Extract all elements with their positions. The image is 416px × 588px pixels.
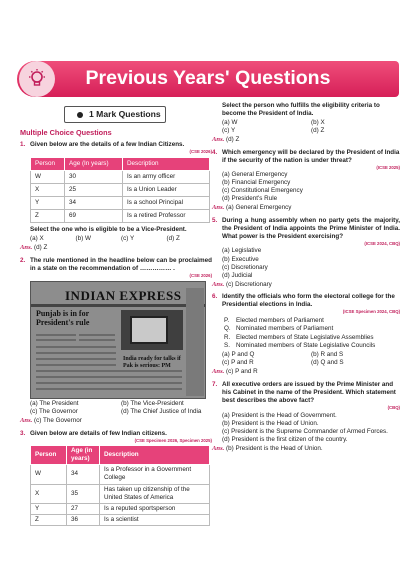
text-line [36,382,182,384]
text-line [79,334,115,336]
question-text: Given below are the details of a few Indian Citizens. [30,141,185,149]
question-text: All executive orders are issued by the Prime Minister and his Cabinet in the name of the President. Which statement best describes the above fact? [222,380,396,405]
question-source: (ICSE 2025) [376,164,400,170]
option: (d) Q and S [311,359,344,367]
newspaper-subhead: India ready for talks if Pak is serious: PM [123,356,181,369]
question-statement: Select the person who fulfills the eligibility criteria to become the President of India. [222,102,380,118]
answer-label: Ans. [212,204,225,212]
question-number: 3. [20,429,26,437]
table-row [31,210,210,223]
option: (c) Discretionary [222,263,268,271]
table-cell: 34 [65,197,123,210]
newspaper-image [30,281,206,399]
table-row [31,514,210,525]
item-text: Nominated members of State Legislative Councils [236,342,376,350]
question-text-main: The rule mentioned in the headline below can be proclaimed in a state on the recommendation of [30,256,212,272]
answer-value: (c) Discretionary [226,280,272,288]
table-cell: Y [31,503,67,514]
option: (d) The Chief Justice of India [121,408,202,416]
options [30,400,212,416]
question-source: (CSE 2026) [189,149,212,155]
question-source: (ICSE 2024, CBQ) [364,240,400,246]
item-letter: S. [224,342,230,350]
table-cell: Is an army officer [123,170,210,183]
answer-value: (c) P and R [226,368,258,376]
options [222,171,400,203]
table-cell: 25 [65,183,123,196]
question-7 [212,381,400,405]
question-number: 1. [20,141,26,149]
option: (d) Z [311,127,325,135]
table-cell: Is a scientist [100,514,210,525]
answer-label: Ans. [212,368,225,376]
table-cell: Z [31,210,65,223]
question-statement: Select the one who is eligible to be a Vice-President. [30,226,187,234]
mark-box-label: 1 Mark Questions [89,109,161,119]
table-header: Description [123,157,210,170]
item-letter: P. [224,316,230,324]
option: (a) P and Q [222,351,255,359]
text-line [79,339,115,341]
question-number: 7. [212,380,218,388]
question-source: (ICSE Specimen 2024, CBQ) [342,309,400,315]
question-number: 2. [20,256,26,264]
options [30,235,212,243]
answer [212,136,400,144]
table-cell: W [31,170,65,183]
question-2 [20,257,212,273]
section-heading: Multiple Choice Questions [20,128,112,137]
table-cell: 36 [67,514,100,525]
question-6 [212,293,400,309]
table-row [31,503,210,514]
table-cell: X [31,183,65,196]
question-text: During a hung assembly when no party gets the majority, the President of India appoints the Prime Minister of India. What power is the President exercising? [222,216,400,240]
options [222,119,400,135]
question-1 [20,141,212,149]
answer [212,281,400,289]
item-text: Nominated members of Parliament [236,325,334,333]
option: (a) The President [30,400,79,408]
question-text: Given below are details of few Indian citizens. [30,429,167,437]
table-cell: 69 [65,210,123,223]
option: (c) Constitutional Emergency [222,187,303,195]
option: (b) X [311,119,325,127]
text-line [36,358,116,360]
citizens-table [30,445,210,525]
option: (c) The Governor [30,408,78,416]
table-row [31,170,210,183]
question-blank: …………… . [139,264,175,272]
bus-image [130,316,168,344]
table-row [31,183,210,196]
answer [212,445,400,453]
option: (c) President is the Supreme Commander of Armed Forces. [222,427,388,435]
question-4 [212,149,400,165]
option: (a) Legislative [222,247,262,255]
answer [20,244,212,252]
newspaper-side-column [186,288,204,396]
option: (c) P and R [222,359,254,367]
option: (a) W [222,119,238,127]
question-source: (CSE Specimen 2026, Specimen 2025) [134,437,212,443]
option: (d) Z [166,235,180,243]
option: (b) Financial Emergency [222,179,291,187]
table-header: Description [100,446,210,465]
question-3 [20,430,212,438]
option: (d) President's Rule [222,195,278,203]
table-cell: W [31,465,67,484]
text-line [36,352,116,354]
answer-value: (d) Z [34,244,48,252]
text-line [36,346,116,348]
answer-label: Ans. [212,136,225,144]
text-line [36,334,76,336]
item-letter: R. [224,333,231,341]
question-text: Which emergency will be declared by the President of India if the security of the nation is under threat? [222,148,400,164]
table-header: Age (In years) [65,157,123,170]
table-header: Age (in years) [67,446,100,465]
table-cell: 27 [67,503,100,514]
option: (d) Judicial [222,271,253,279]
answer-label: Ans. [212,280,225,288]
table-cell: Z [31,514,67,525]
answer-value: (c) The Governor [34,417,82,425]
option: (a) President is the Head of Government. [222,411,337,419]
list-item [224,325,400,333]
option: (a) X [30,235,44,243]
table-cell: Is a retired Professor [123,210,210,223]
list-item [224,317,400,325]
left-column [20,103,212,526]
question-number: 6. [212,293,218,301]
question-number: 5. [212,216,218,224]
options [222,412,400,444]
question-number: 4. [212,148,218,156]
table-cell: Y [31,197,65,210]
table-cell: 34 [67,465,100,484]
option: (b) Executive [222,255,259,263]
page-title: Previous Years' Questions [85,67,331,89]
answer [212,368,400,376]
item-text: Elected members of Parliament [236,316,324,324]
answer-label: Ans. [20,417,33,425]
options [222,247,400,279]
question-text [30,257,212,273]
question-source: (CSE 2026) [189,272,212,278]
option: (b) R and S [311,351,344,359]
option: (c) Y [121,235,135,243]
option: (b) W [75,235,91,243]
text-line [36,388,182,390]
answer [20,417,212,425]
list-item [224,342,400,350]
table-row [31,197,210,210]
answer-value: (b) President is the Head of Union. [226,444,323,452]
masthead-rule [31,304,206,307]
table-header: Person [31,446,67,465]
table-cell: Is a school Principal [123,197,210,210]
answer-value: (d) Z [226,136,240,144]
option: (b) The Vice-President [121,400,184,408]
question-source: (CBQ) [387,405,400,411]
option: (c) Y [222,127,236,135]
answer-value: (a) General Emergency [226,204,292,212]
table-cell: 35 [67,484,100,503]
item-text: Elected members of State Legislative Assemblies [236,333,374,341]
answer-label: Ans. [212,444,225,452]
question-5 [212,217,400,241]
table-row [31,484,210,503]
table-cell: X [31,484,67,503]
option: (a) General Emergency [222,171,288,179]
text-line [36,370,182,372]
option: (b) President is the Head of Union. [222,419,319,427]
table-row [31,465,210,484]
right-column [212,102,400,453]
text-line [36,339,76,341]
answer [212,204,400,212]
list-item [224,334,400,342]
statement-list [224,317,400,351]
option: (d) President is the first citizen of the country. [222,435,348,443]
text-line [36,376,182,378]
options [222,351,400,367]
newspaper-headline: Punjab is in for President's rule [36,309,90,328]
table-cell: Is a reputed sportsperson [100,503,210,514]
text-line [36,364,116,366]
item-letter: Q. [224,325,231,333]
newspaper-masthead: INDIAN EXPRESS [65,288,182,304]
table-header: Person [31,157,65,170]
question-text: Identify the officials who form the electoral college for the Presidential elections in India. [222,293,395,309]
table-cell: Is a Professor in a Government College [100,465,210,484]
citizens-table [30,157,210,223]
table-cell: Has taken up citizenship of the United States of America [100,484,210,503]
bullet-icon [77,112,83,118]
table-cell: 30 [65,170,123,183]
mark-box [64,106,166,123]
table-cell: Is a Union Leader [123,183,210,196]
answer-label: Ans. [20,244,33,252]
